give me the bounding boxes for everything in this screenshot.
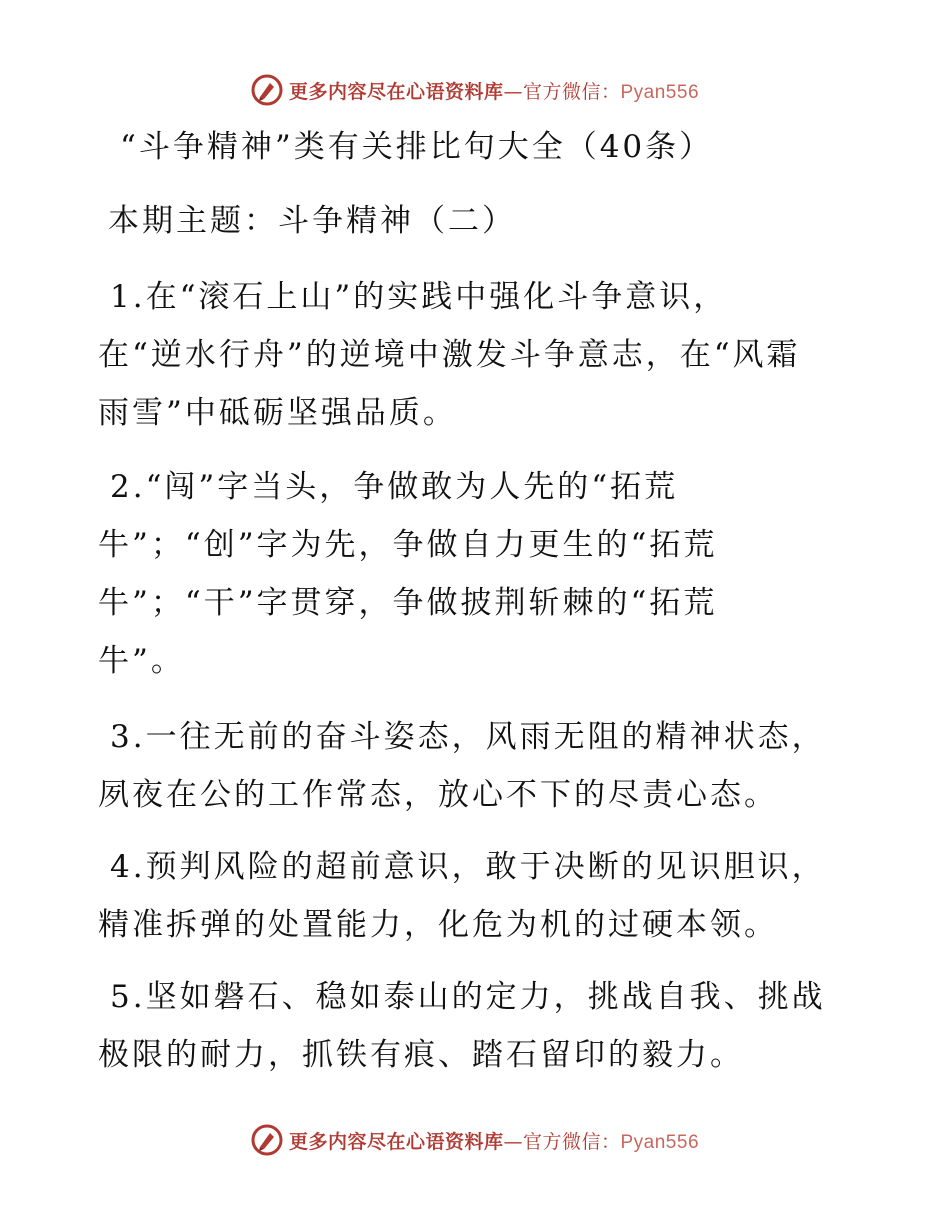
- banner-wechat-label: 官方微信：: [522, 80, 621, 103]
- banner-wechat-label: 官方微信：: [522, 1130, 621, 1153]
- banner-main-text: 更多内容尽在心语资料库: [288, 80, 504, 103]
- document-title: “斗争精神”类有关排比句大全（40条）: [120, 129, 714, 165]
- pen-nib-logo-icon: [251, 1124, 283, 1156]
- list-item: [98, 968, 868, 1084]
- banner-text: [289, 1127, 699, 1154]
- list-item: [98, 708, 868, 824]
- pen-nib-logo-icon: [251, 74, 283, 106]
- list-item: [98, 838, 868, 954]
- item-line: 牛”；“干”字贯穿，争做披荆斩棘的“拓荒: [98, 585, 718, 621]
- banner-dash: —: [503, 1130, 523, 1153]
- item-line: 牛”。: [98, 643, 185, 679]
- list-item: [98, 458, 868, 690]
- item-line: 雨雪”中砥砺坚强品质。: [98, 395, 457, 431]
- item-line: 牛”；“创”字为先，争做自力更生的“拓荒: [98, 527, 718, 563]
- item-line: 3.一往无前的奋斗姿态，风雨无阻的精神状态，: [110, 719, 826, 755]
- header-banner: [0, 70, 950, 110]
- banner-dash: —: [503, 80, 523, 103]
- item-line: 精准拆弹的处置能力，化危为机的过硬本领。: [98, 907, 778, 943]
- banner-wechat-id: Pyan556: [620, 81, 700, 103]
- item-line: 2.“闯”字当头，争做敢为人先的“拓荒: [110, 469, 679, 505]
- banner-text: [289, 77, 699, 104]
- item-line: 1.在“滚石上山”的实践中强化斗争意识，: [110, 279, 728, 315]
- banner-main-text: 更多内容尽在心语资料库: [288, 1130, 504, 1153]
- footer-banner: [0, 1120, 950, 1160]
- item-line: 4.预判风险的超前意识，敢于决断的见识胆识，: [110, 849, 826, 885]
- list-item: [98, 268, 868, 442]
- banner-wechat-id: Pyan556: [620, 1131, 700, 1153]
- item-line: 在“逆水行舟”的逆境中激发斗争意志，在“风霜: [98, 337, 801, 373]
- item-line: 5.坚如磐石、稳如泰山的定力，挑战自我、挑战: [110, 979, 826, 1015]
- document-subtitle: 本期主题：斗争精神（二）: [108, 203, 516, 239]
- item-line: 极限的耐力，抓铁有痕、踏石留印的毅力。: [98, 1037, 744, 1073]
- item-line: 夙夜在公的工作常态，放心不下的尽责心态。: [98, 777, 778, 813]
